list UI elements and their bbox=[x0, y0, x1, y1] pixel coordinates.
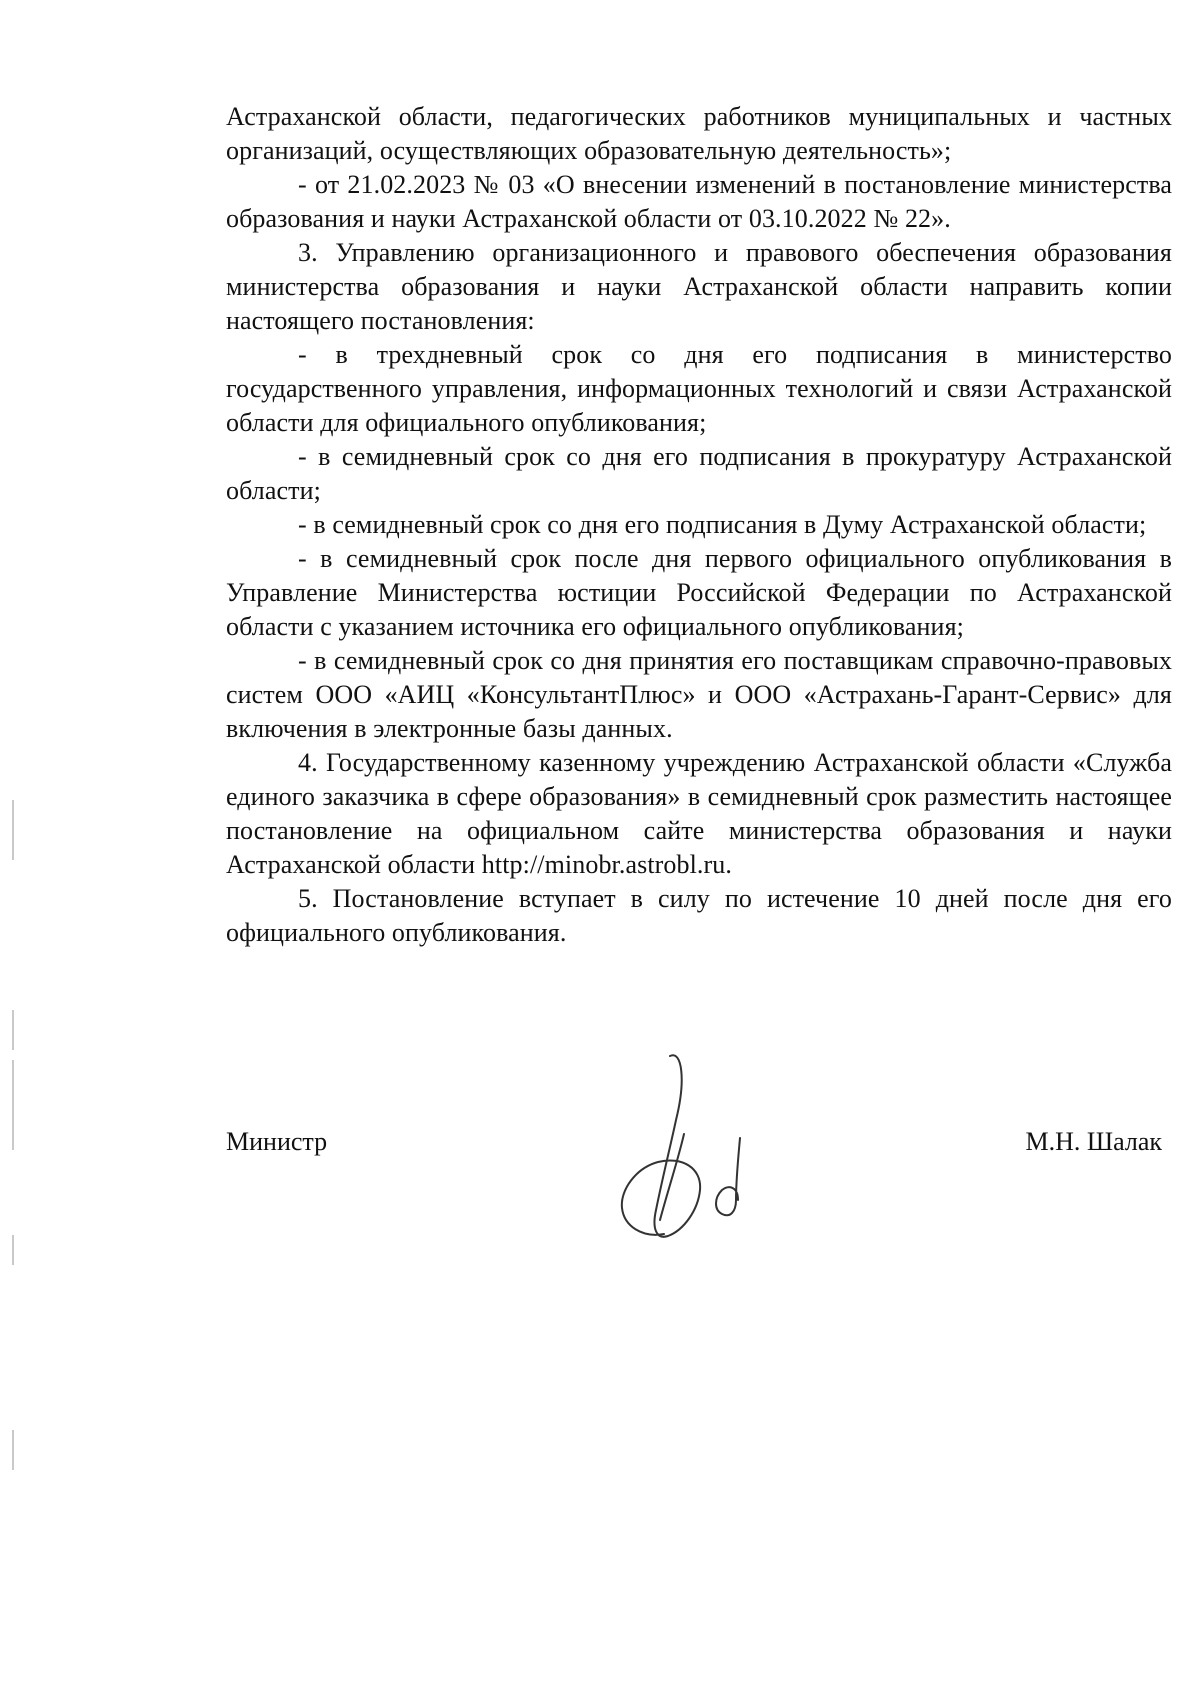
scan-margin-marks bbox=[12, 0, 22, 1697]
document-body bbox=[226, 100, 1172, 950]
paragraph-subitem-justice: - в семидневный срок после дня первого официального опубликования в Управление Министерства юстиции Российской Федерации по Астраханской области с указанием источника его официального опубликования; bbox=[226, 544, 1172, 641]
paragraph-subitem-legal-systems: - в семидневный срок со дня принятия его поставщикам справочно-правовых систем ООО «АИЦ «КонсультантПлюс» и ООО «Астрахань-Гарант-Сервис» для включения в электронные базы данных. bbox=[226, 646, 1172, 743]
paragraph-amendment-item: - от 21.02.2023 № 03 «О внесении изменений в постановление министерства образования и науки Астраханской области от 03.10.2022 № 22». bbox=[226, 170, 1172, 233]
paragraph-continuation: Астраханской области, педагогических работников муниципальных и частных организаций, осуществляющих образовательную деятельность»; bbox=[226, 102, 1172, 165]
paragraph-subitem-ministry: - в трехдневный срок со дня его подписания в министерство государственного управления, информационных технологий и связи Астраханской области для официального опубликования; bbox=[226, 340, 1172, 437]
signatory-name: М.Н. Шалак bbox=[1025, 1127, 1162, 1156]
paragraph-item-3: 3. Управлению организационного и правового обеспечения образования министерства образования и науки Астраханской области направить копии настоящего постановления: bbox=[226, 238, 1172, 335]
paragraph-subitem-duma: - в семидневный срок со дня его подписания в Думу Астраханской области; bbox=[298, 510, 1147, 539]
signatory-position: Министр bbox=[226, 1127, 328, 1156]
paragraph-item-4: 4. Государственному казенному учреждению Астраханской области «Служба единого заказчика в сфере образования» в семидневный срок разместить настоящее постановление на официальном сайте министерства образования и науки Астраханской области http://minobr.astrobl.ru. bbox=[226, 748, 1172, 879]
paragraph-item-5: 5. Постановление вступает в силу по истечение 10 дней после дня его официального опубликования. bbox=[226, 884, 1172, 947]
handwritten-signature bbox=[612, 1050, 772, 1260]
paragraph-subitem-prosecutor: - в семидневный срок со дня его подписания в прокуратуру Астраханской области; bbox=[226, 442, 1172, 505]
